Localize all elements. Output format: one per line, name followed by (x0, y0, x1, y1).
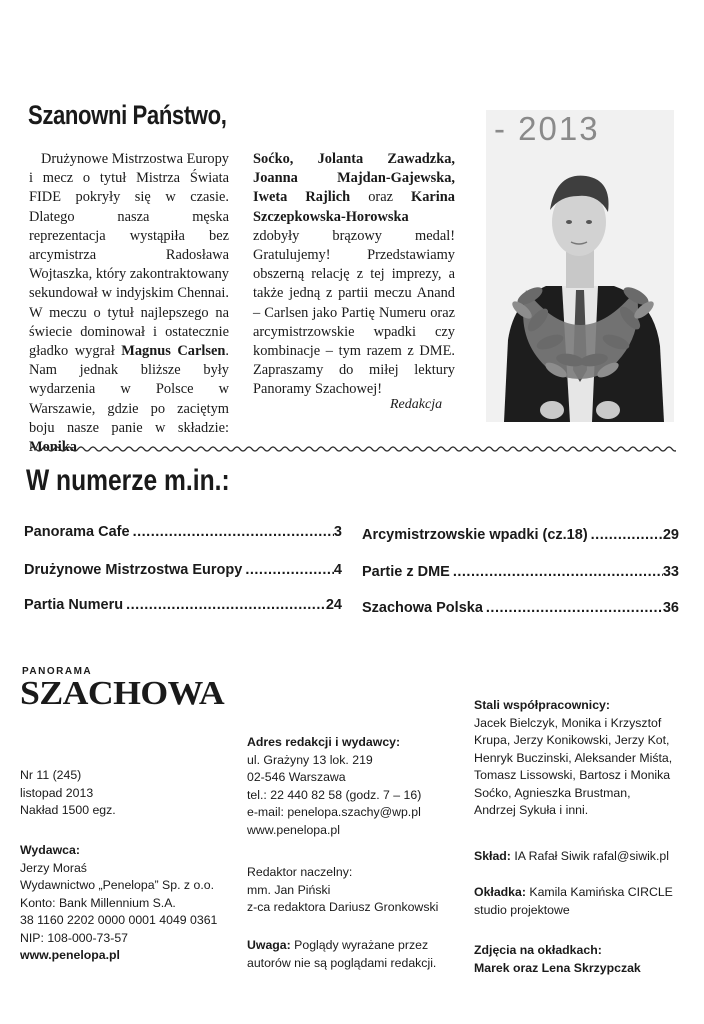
disclaimer (247, 937, 436, 972)
collaborators-line: Andrzej Sykuła i inni. (474, 803, 589, 817)
logo-szachowa: SZACHOWA (20, 675, 225, 712)
issue-line: Nr 11 (245) (20, 768, 82, 782)
toc-item-page: 3 (333, 524, 342, 540)
issue-line: listopad 2013 (20, 785, 94, 800)
toc-item-wpadki (362, 527, 679, 543)
toc-item-title: Arcymistrzowskie wpadki (cz.18) (362, 527, 588, 543)
cover-value: Kamila Kamińska CIRCLE (525, 885, 673, 899)
collaborators-heading: Stali współpracownicy: (474, 698, 610, 712)
editorial-column-2 (253, 150, 455, 400)
address-website-link[interactable]: www.penelopa.pl (247, 822, 340, 837)
publisher-line: NIP: 108-000-73-57 (20, 930, 129, 945)
toc-item-title: Panorama Cafe (24, 524, 130, 540)
toc-item-partie-dme (362, 564, 679, 580)
editorial-column-1 (29, 150, 229, 457)
collaborators-line: Henryk Buczinski, Aleksander Miśta, (474, 750, 673, 765)
address-email-link[interactable]: e-mail: penelopa.szachy@wp.pl (247, 805, 421, 819)
toc-item-title: Partie z DME (362, 564, 450, 580)
publisher-heading: Wydawca: (20, 843, 80, 857)
wavy-divider (30, 442, 676, 456)
editorial-bold-run: Soćko, Jolanta Zawadzka, Joanna Majdan-Gajewska, Iweta Rajlich (253, 151, 455, 206)
toc-item-partia-numeru (24, 597, 342, 613)
disclaimer-label: Uwaga: (247, 938, 291, 952)
typesetting-label: Skład: (474, 849, 511, 863)
toc-item-panorama-cafe (24, 524, 342, 540)
typesetting-info (474, 848, 669, 866)
chess-player-portrait (486, 110, 674, 422)
toc-item-page: 24 (325, 597, 342, 613)
address-heading: Adres redakcji i wydawcy: (247, 735, 401, 749)
publisher-line: Konto: Bank Millennium S.A. (20, 895, 176, 910)
issue-line: Nakład 1500 egz. (20, 803, 116, 817)
photo-year-caption: - 2013 (494, 110, 600, 147)
disclaimer-text: Poglądy wyrażane przez (290, 938, 429, 952)
toc-item-title: Szachowa Polska (362, 600, 483, 616)
collaborators-line: Tomasz Lissowski, Bartosz i Monika (474, 768, 671, 782)
editor-line: z-ca redaktora Dariusz Gronkowski (247, 900, 439, 914)
editorial-bold-run: Karina Szczepkowska-Horowska (253, 189, 455, 225)
toc-item-title: Partia Numeru (24, 597, 124, 613)
collaborators-line: Krupa, Jerzy Konikowski, Jerzy Kot, (474, 733, 670, 747)
logo-panorama: PANORAMA (22, 666, 93, 677)
editorial-greeting: Szanowni Państwo, (28, 100, 227, 130)
toc-item-page: 29 (662, 527, 679, 543)
editorial-text-run: oraz (350, 189, 412, 206)
collaborators-line: Jacek Bielczyk, Monika i Krzysztof (474, 715, 662, 730)
toc-item-szachowa-polska (362, 600, 679, 616)
address-line: 02-546 Warszawa (247, 770, 346, 784)
address-line: ul. Grażyny 13 lok. 219 (247, 752, 373, 767)
cover-label: Okładka: (474, 885, 526, 899)
editorial-text-run: zdobyły brązowy medal! Gratulujemy! Przedstawiamy obszerną relację z tej imprezy, a także jedną z partii meczu Anand – Carlsen jako Partię Numeru oraz arcymistrzowskie wpadki czy kombinacje – tym razem z DME. Zapraszamy do miłej lektury Panoramy Szachowej! (253, 227, 455, 398)
address-info (247, 734, 421, 839)
disclaimer-text: autorów nie są poglądami redakcji. (247, 955, 437, 970)
toc-item-page: 36 (662, 600, 679, 616)
editor-line: mm. Jan Piński (247, 882, 331, 897)
editorial-signature: Redakcja (390, 397, 443, 412)
photo-credit-value: Marek oraz Lena Skrzypczak (474, 960, 641, 975)
editor-line: Redaktor naczelny: (247, 865, 353, 879)
cover-value: studio projektowe (474, 902, 570, 917)
cover-photo (486, 110, 674, 422)
toc-item-dme (24, 562, 342, 578)
publisher-line: 38 1160 2202 0000 0001 4049 0361 (20, 913, 218, 927)
editor-info (247, 864, 438, 917)
publisher-line: Jerzy Moraś (20, 860, 87, 875)
publisher-info (20, 842, 217, 965)
editorial-bold-run: Magnus Carlsen (121, 343, 226, 360)
photo-credit (474, 942, 641, 977)
collaborators-line: Soćko, Agnieszka Brustman, (474, 785, 631, 800)
typesetting-value: IA Rafał Siwik rafal@siwik.pl (510, 849, 669, 863)
publisher-line: Wydawnictwo „Penelopa” Sp. z o.o. (20, 878, 215, 892)
toc-item-page: 33 (662, 564, 679, 580)
publisher-website-link[interactable]: www.penelopa.pl (20, 948, 120, 962)
editorial-bold-run: Monika (29, 439, 77, 456)
photo-credit-heading: Zdjęcia na okładkach: (474, 943, 602, 957)
editorial-text-run: Drużynowe Mistrzostwa Europy i mecz o tytuł Mistrza Świata FIDE pokryły się w czasie. Dlatego nasza męska reprezentacja wystąpiła bez arcymistrza Radosława Wojtaszka, który zakontraktowany sekundował w indyjskim Chennai. W meczu o tytuł najlepszego na świecie dominował i ostatecznie gładko wygrał (29, 151, 229, 360)
address-phone: tel.: 22 440 82 58 (godz. 7 – 16) (247, 787, 422, 802)
collaborators-info (474, 697, 672, 820)
cover-credit (474, 884, 673, 919)
issue-info (20, 767, 116, 820)
toc-heading: W numerze m.in.: (26, 464, 230, 497)
toc-item-page: 4 (333, 562, 342, 578)
editorial-text-run: . Nam jednak bliższe były wydarzenia w Polsce w Warszawie, gdzie po zaciętym boju nasze panie w składzie: (29, 343, 229, 436)
toc-item-title: Drużynowe Mistrzostwa Europy (24, 562, 243, 578)
